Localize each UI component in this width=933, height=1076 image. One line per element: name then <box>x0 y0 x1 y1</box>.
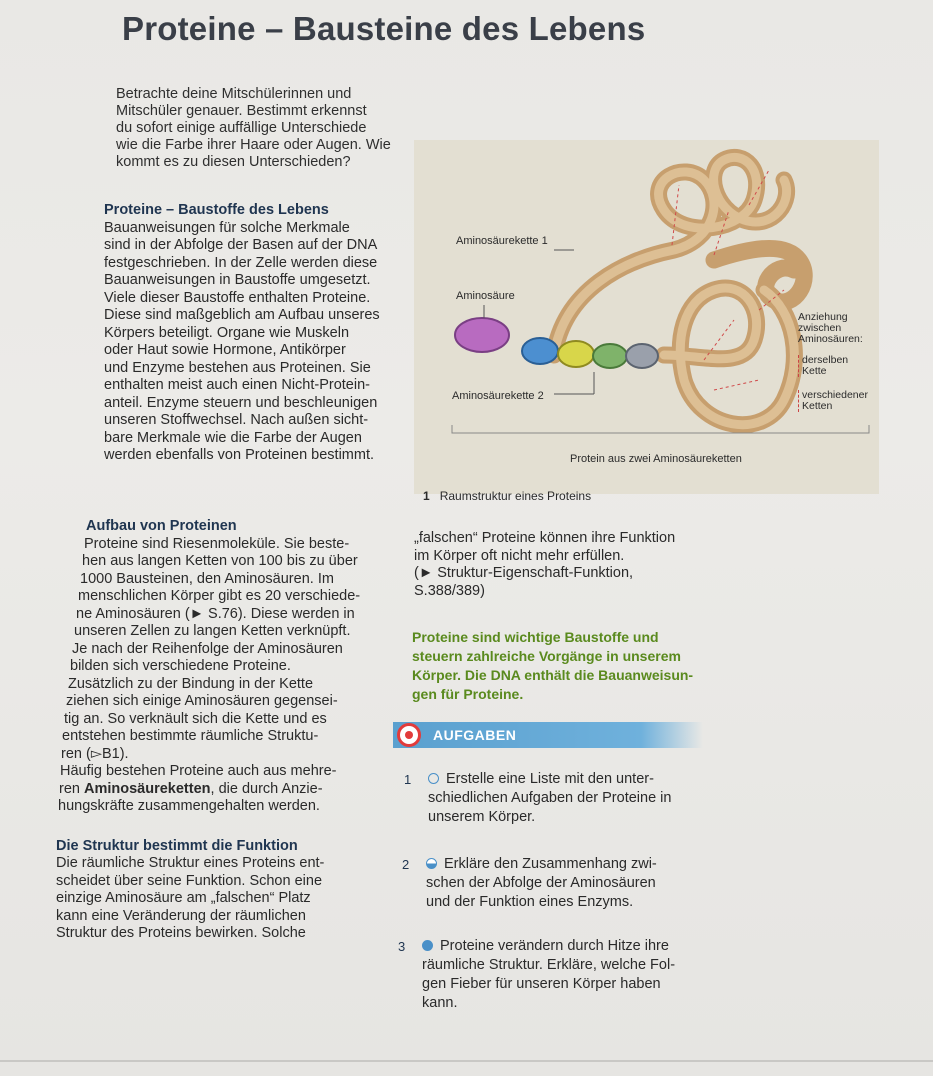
text-line: tig an. So verknäult sich die Kette und es <box>64 710 327 727</box>
text-line: 1000 Bausteinen, den Aminosäuren. Im <box>80 570 334 587</box>
difficulty-full-icon <box>422 940 433 951</box>
label-diff-line: Ketten <box>802 400 833 412</box>
task-line: räumliche Struktur. Erkläre, welche Fol- <box>422 957 676 973</box>
intro-line: kommt es zu diesen Unterschieden? <box>116 154 351 170</box>
amino-acid-green <box>593 344 627 368</box>
intro-line: wie die Farbe ihrer Haare oder Augen. Wie <box>116 137 391 153</box>
text-line: kann eine Veränderung der räumlichen <box>56 907 306 924</box>
text-line: S.388/389) <box>414 582 485 599</box>
text-line: unseren Stoffwechsel. Nach außen sicht- <box>104 412 369 428</box>
task-line <box>422 937 675 956</box>
text-fragment: ren <box>59 780 84 797</box>
amino-acid-yellow <box>558 341 594 367</box>
task-line: gen Fieber für unseren Körper haben <box>422 976 661 992</box>
text-line: werden ebenfalls von Proteinen bestimmt. <box>104 447 375 463</box>
protein-bracket <box>452 425 869 433</box>
label-same-line: Kette <box>802 365 827 377</box>
text-line: Körpers beteiligt. Organe wie Muskeln <box>104 324 350 341</box>
task-text: Proteine verändern durch Hitze ihre <box>440 938 669 954</box>
text-line: Je nach der Reihenfolge der Aminosäuren <box>72 640 343 657</box>
text-fragment: , die durch Anzie- <box>210 780 323 797</box>
section-baustoffe <box>104 202 404 465</box>
amino-acid-purple <box>455 318 509 352</box>
text-line: (► Struktur-Eigenschaft-Funktion, <box>414 565 634 581</box>
task-line <box>426 855 657 874</box>
text-line: ziehen sich einige Aminosäuren gegensei- <box>66 693 338 709</box>
text-line: Bauanweisungen in Baustoffe umgesetzt. <box>104 272 371 288</box>
text-line: bare Merkmale wie die Farbe der Augen <box>104 429 362 446</box>
text-line: ne Aminosäuren (► S.76). Diese werden in <box>76 605 355 622</box>
text-line: Proteine sind Riesenmoleküle. Sie beste- <box>84 535 350 552</box>
text-line: Häufig bestehen Proteine auch aus mehre- <box>60 763 337 779</box>
section-aufbau <box>56 518 406 943</box>
intro-text <box>116 86 416 171</box>
text-line <box>56 781 406 799</box>
text-line: unseren Zellen zu langen Ketten verknüpft. <box>74 623 351 639</box>
label-diff-line: verschiedener <box>802 389 868 401</box>
text-line: Viele dieser Baustoffe enthalten Proteine. <box>104 289 371 306</box>
text-line: und Enzyme bestehen aus Proteinen. Sie <box>104 359 371 376</box>
task-item <box>398 937 676 1013</box>
text-line: sind in der Abfolge der Basen auf der DNA <box>104 237 378 253</box>
text-line: scheidet über seine Funktion. Schon eine <box>56 872 323 889</box>
caption-text: Raumstruktur eines Proteins <box>439 489 592 503</box>
task-text: Erstelle eine Liste mit den unter- <box>446 771 654 787</box>
text-line: hen aus langen Ketten von 100 bis zu über <box>82 553 358 569</box>
spacer <box>56 816 406 838</box>
caption-number: 1 <box>423 489 430 503</box>
tasks-heading: AUFGABEN <box>433 727 517 743</box>
target-icon <box>397 723 421 747</box>
page-title: Proteine – Bausteine des Lebens <box>122 10 646 47</box>
label-attraction-line: zwischen <box>798 322 842 334</box>
difficulty-half-icon <box>426 858 437 869</box>
text-line: anteil. Enzyme steuern und beschleunigen <box>104 394 378 411</box>
task-number: 1 <box>404 772 412 787</box>
page-divider <box>0 1060 933 1062</box>
section-heading: Die Struktur bestimmt die Funktion <box>56 837 298 854</box>
task-number: 2 <box>402 857 410 872</box>
label-chain-2: Aminosäurekette 2 <box>452 390 544 402</box>
label-attraction-line: Aminosäuren: <box>798 333 863 345</box>
text-line: festgeschrieben. In der Zelle werden diese <box>104 254 378 271</box>
text-line: bilden sich verschiedene Proteine. <box>70 658 291 674</box>
text-line: Struktur des Proteins bewirken. Solche <box>56 925 306 941</box>
task-line: unserem Körper. <box>428 809 536 825</box>
task-line: kann. <box>422 995 458 1011</box>
task-number: 3 <box>398 939 406 954</box>
text-line: im Körper oft nicht mehr erfüllen. <box>414 547 625 564</box>
label-chain-1: Aminosäurekette 1 <box>456 235 548 247</box>
protein-structure-figure <box>414 140 879 494</box>
label-same-chain <box>798 355 848 377</box>
task-line <box>428 770 671 789</box>
text-line: enthalten meist auch einen Nicht-Protein- <box>104 377 370 393</box>
label-protein: Protein aus zwei Aminosäureketten <box>570 453 742 465</box>
label-amino-acid: Aminosäure <box>456 290 515 302</box>
task-item <box>402 855 657 912</box>
summary-line: steuern zahlreiche Vorgänge in unserem <box>412 648 681 664</box>
text-line: Diese sind maßgeblich am Aufbau unseres <box>104 307 380 323</box>
section-heading: Aufbau von Proteinen <box>86 518 237 534</box>
text-line: entstehen bestimmte räumliche Struktu- <box>62 728 319 744</box>
summary-line: Proteine sind wichtige Baustoffe und <box>412 629 659 645</box>
text-line: „falschen“ Proteine können ihre Funktion <box>414 530 676 546</box>
difficulty-empty-icon <box>428 773 439 784</box>
text-line: Zusätzlich zu der Bindung in der Kette <box>68 675 314 692</box>
amino-acid-grey <box>626 344 658 368</box>
bold-term: Aminosäureketten <box>84 780 211 797</box>
text-line: Bauanweisungen für solche Merkmale <box>104 219 350 236</box>
intro-line: du sofort einige auffällige Unterschiede <box>116 120 367 136</box>
summary-line: Körper. Die DNA enthält die Bauanweisun- <box>412 667 694 683</box>
task-line: und der Funktion eines Enzyms. <box>426 894 634 910</box>
task-line: schiedlichen Aufgaben der Proteine in <box>428 790 672 806</box>
text-line: hungskräfte zusammengehalten werden. <box>58 798 320 814</box>
text-line: Die räumliche Struktur eines Proteins ent- <box>56 855 325 871</box>
intro-line: Betrachte deine Mitschülerinnen und <box>116 86 352 102</box>
text-line: einzige Aminosäure am „falschen“ Platz <box>56 890 311 906</box>
section-continuation <box>414 530 714 600</box>
label-different-chains <box>798 390 868 412</box>
intro-line: Mitschüler genauer. Bestimmt erkennst <box>116 103 367 119</box>
text-line: oder Haut sowie Hormone, Antikörper <box>104 342 346 358</box>
task-line: schen der Abfolge der Aminosäuren <box>426 875 656 891</box>
task-text: Erkläre den Zusammenhang zwi- <box>444 856 657 872</box>
figure-caption <box>423 489 591 503</box>
summary-line: gen für Proteine. <box>412 686 524 702</box>
label-attraction-line: Anziehung <box>798 311 848 323</box>
amino-acid-blue <box>522 338 558 364</box>
tasks-header <box>393 722 703 748</box>
summary-box <box>412 628 712 704</box>
text-line: ren (▻B1). <box>61 745 129 762</box>
label-attraction <box>798 312 863 345</box>
text-line: menschlichen Körper gibt es 20 verschiede- <box>78 588 361 604</box>
section-heading: Proteine – Baustoffe des Lebens <box>104 202 329 218</box>
task-item <box>404 770 672 827</box>
label-same-line: derselben <box>802 354 849 366</box>
